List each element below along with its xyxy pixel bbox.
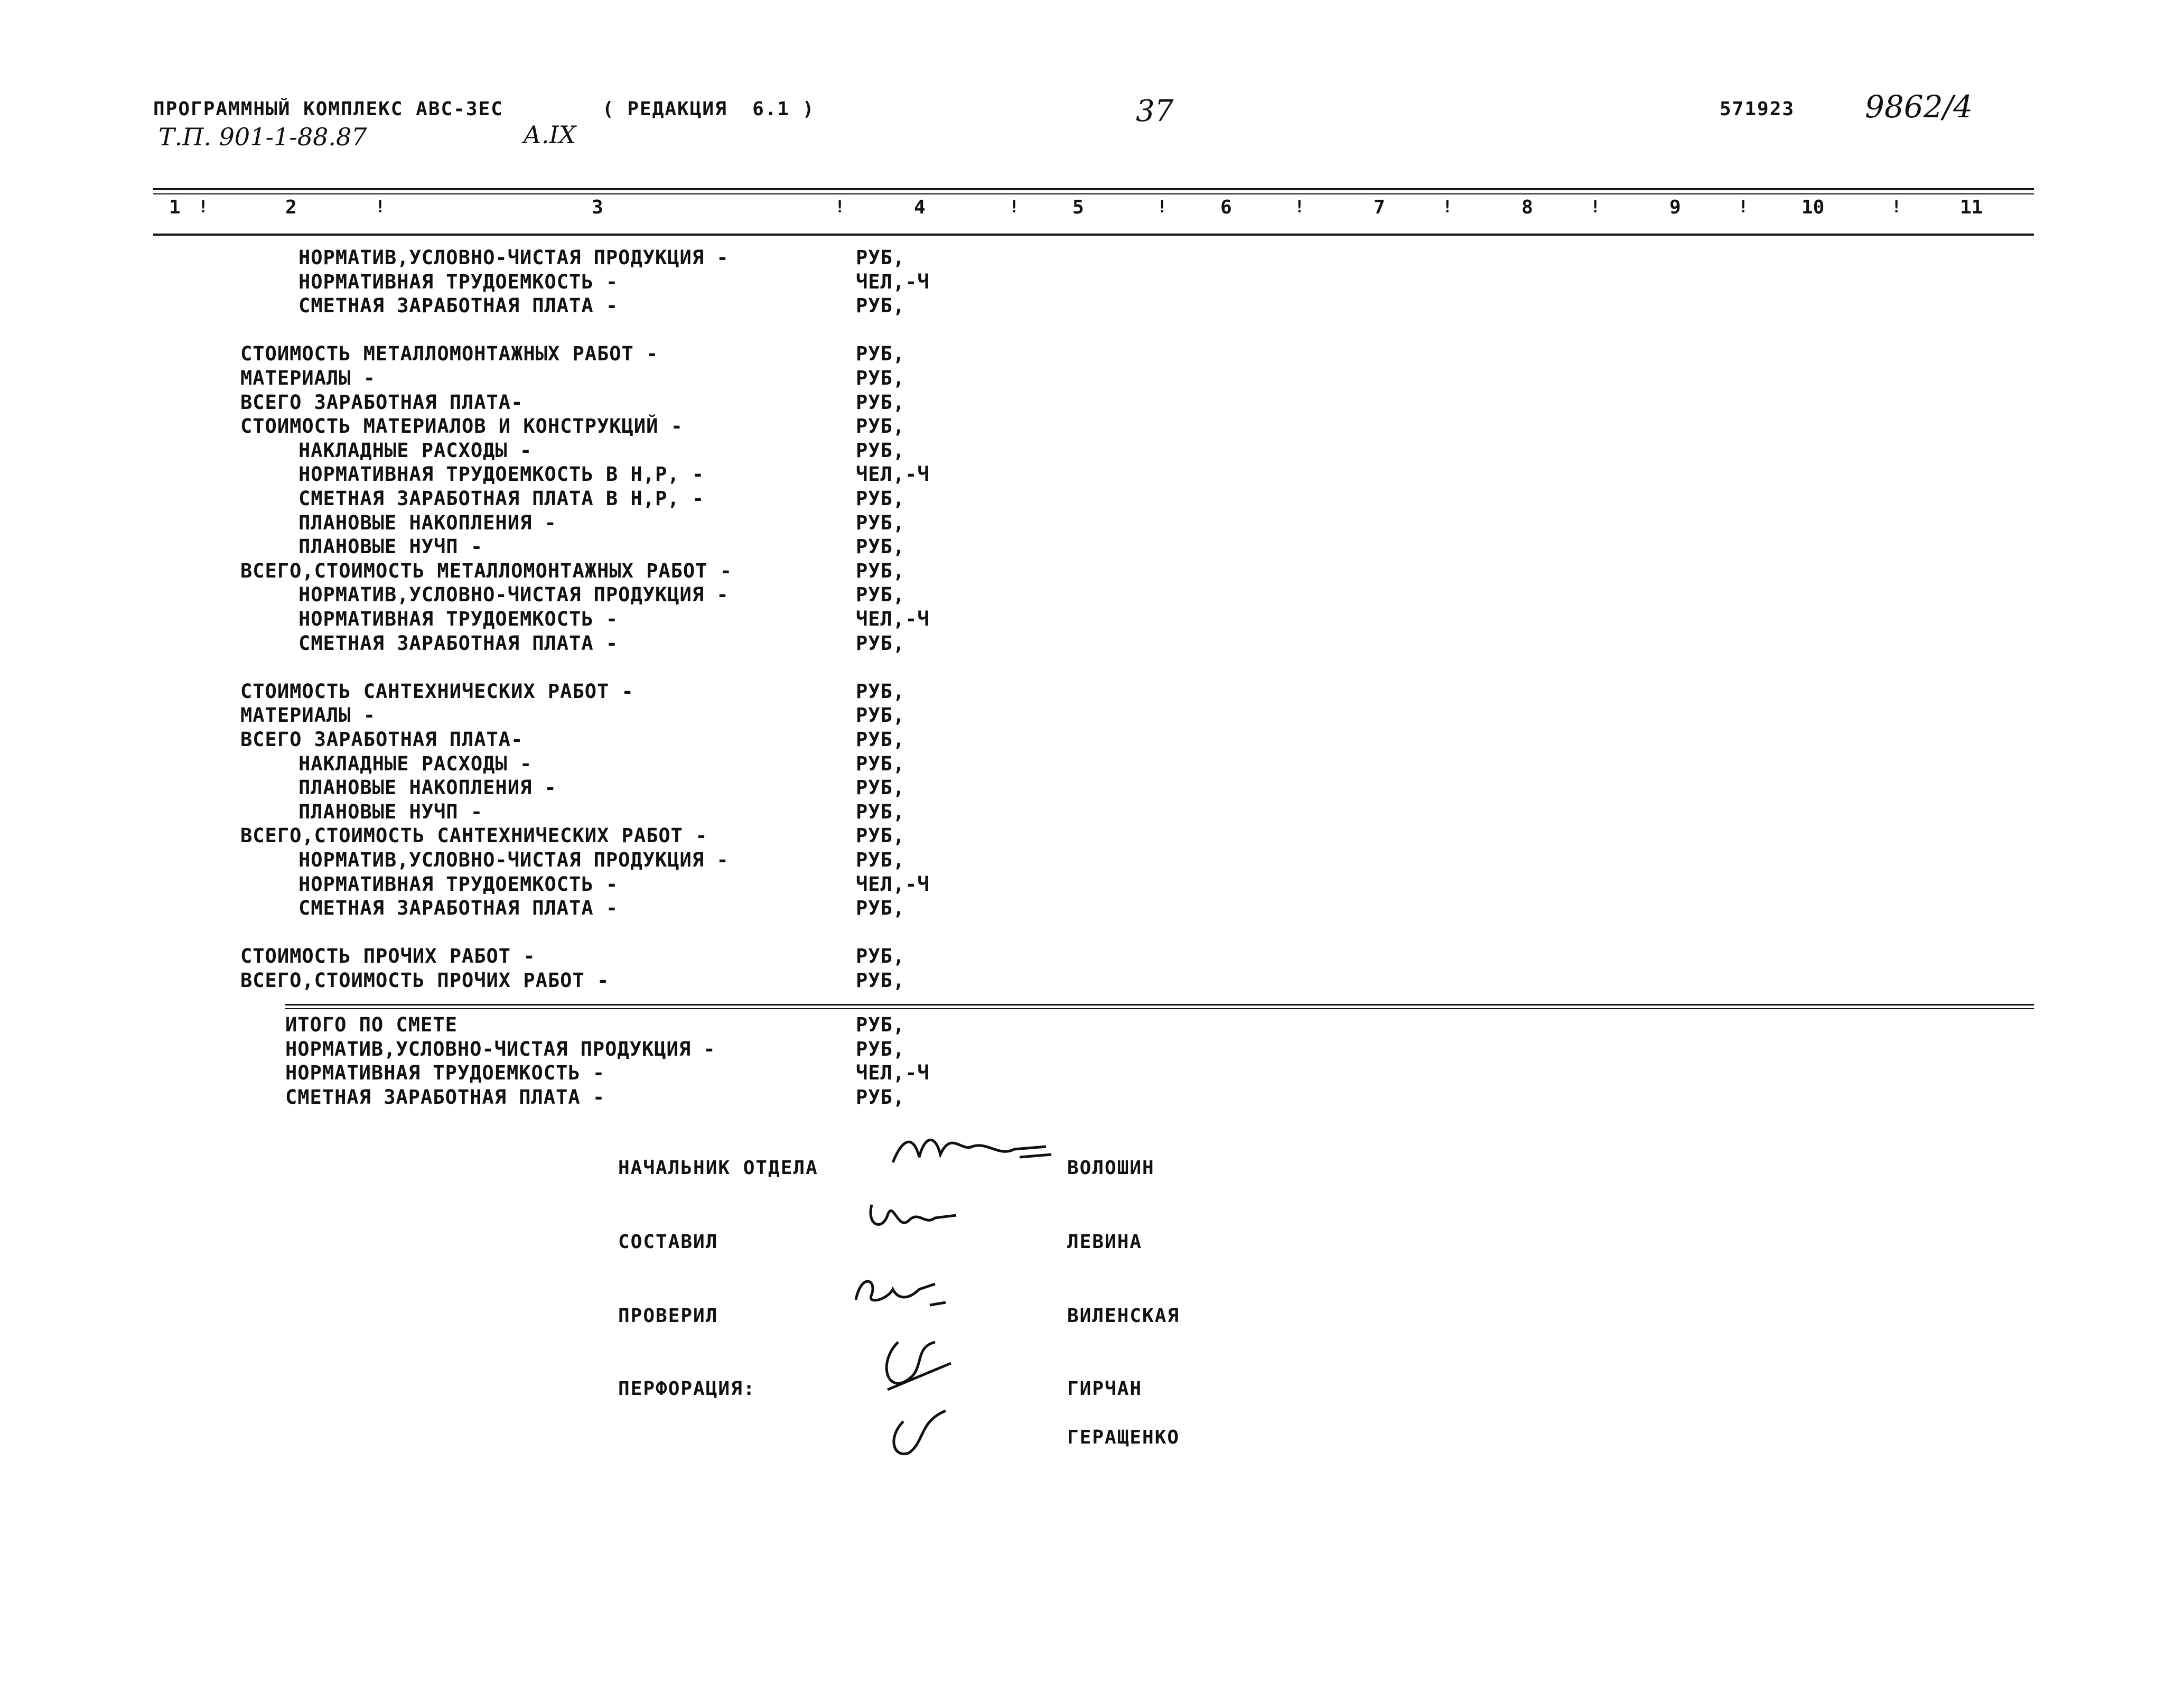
- row-label: СМЕТНАЯ ЗАРАБОТНАЯ ПЛАТА -: [298, 294, 619, 318]
- row-label: ПЛАНОВЫЕ НАКОПЛЕНИЯ -: [298, 511, 557, 534]
- column-number-8: 8: [1522, 197, 1533, 218]
- signatory-name: ЛЕВИНА: [1067, 1231, 1143, 1253]
- unit-cell: РУБ,: [856, 559, 906, 582]
- column-number-11: 11: [1960, 197, 1983, 218]
- row-label: СМЕТНАЯ ЗАРАБОТНАЯ ПЛАТА -: [285, 1085, 605, 1109]
- row-label: СТОИМОСТЬ ПРОЧИХ РАБОТ -: [240, 945, 536, 968]
- row-label: СМЕТНАЯ ЗАРАБОТНАЯ ПЛАТА В Н,Р, -: [298, 487, 705, 510]
- row-label: ВСЕГО ЗАРАБОТНАЯ ПЛАТА-: [240, 390, 524, 414]
- row-label: МАТЕРИАЛЫ -: [240, 704, 376, 727]
- unit-cell: ЧЕЛ,-Ч: [856, 463, 930, 486]
- row-label: СМЕТНАЯ ЗАРАБОТНАЯ ПЛАТА -: [298, 897, 619, 920]
- signatory-name: ГЕРАЩЕНКО: [1067, 1427, 1180, 1448]
- unit-cell: ЧЕЛ,-Ч: [856, 872, 930, 896]
- signature-role: НАЧАЛЬНИК ОТДЕЛА: [618, 1157, 818, 1179]
- signature-role: ПРОВЕРИЛ: [618, 1305, 718, 1327]
- totals-rule-thin: [285, 1008, 2034, 1009]
- column-separator: !: [1294, 197, 1305, 217]
- program-title: ПРОГРАММНЫЙ КОМПЛЕКС АВС-3ЕС: [153, 98, 503, 120]
- signature-scribble-head: [888, 1125, 1057, 1173]
- column-separator: !: [198, 197, 209, 217]
- column-number-2: 2: [285, 197, 297, 218]
- row-label: ПЛАНОВЫЕ НУЧП -: [298, 800, 483, 823]
- unit-cell: РУБ,: [856, 1013, 906, 1036]
- unit-cell: ЧЕЛ,-Ч: [856, 1062, 930, 1085]
- unit-cell: РУБ,: [856, 1037, 906, 1060]
- edition-label: ( РЕДАКЦИЯ 6.1 ): [602, 98, 815, 120]
- unit-cell: РУБ,: [856, 294, 906, 318]
- signature-role: ПЕРФОРАЦИЯ:: [618, 1378, 756, 1400]
- column-separator: !: [835, 197, 845, 217]
- row-label: НОРМАТИВНАЯ ТРУДОЕМКОСТЬ -: [298, 608, 619, 630]
- unit-cell: РУБ,: [856, 679, 906, 703]
- row-label: НОРМАТИВ,УСЛОВНО-ЧИСТАЯ ПРОДУКЦИЯ -: [298, 849, 729, 871]
- column-separator: !: [1590, 197, 1601, 217]
- unit-cell: РУБ,: [856, 897, 906, 920]
- row-label: ВСЕГО,СТОИМОСТЬ САНТЕХНИЧЕСКИХ РАБОТ -: [240, 824, 708, 848]
- handwritten-album: А.IX: [523, 120, 576, 149]
- unit-cell: РУБ,: [856, 583, 906, 607]
- row-label: СМЕТНАЯ ЗАРАБОТНАЯ ПЛАТА -: [298, 631, 619, 655]
- unit-cell: РУБ,: [856, 487, 906, 510]
- document-code: 571923: [1720, 98, 1795, 120]
- row-label: НАКЛАДНЫЕ РАСХОДЫ -: [298, 439, 533, 462]
- row-label: ВСЕГО,СТОИМОСТЬ МЕТАЛЛОМОНТАЖНЫХ РАБОТ -: [240, 559, 733, 582]
- row-label: ВСЕГО ЗАРАБОТНАЯ ПЛАТА-: [240, 728, 524, 751]
- unit-cell: РУБ,: [856, 415, 906, 438]
- column-number-10: 10: [1802, 197, 1825, 218]
- unit-cell: ЧЕЛ,-Ч: [856, 608, 930, 630]
- unit-cell: РУБ,: [856, 752, 906, 775]
- row-label: СТОИМОСТЬ МЕТАЛЛОМОНТАЖНЫХ РАБОТ -: [240, 342, 659, 366]
- unit-cell: РУБ,: [856, 945, 906, 968]
- row-label: НОРМАТИВНАЯ ТРУДОЕМКОСТЬ -: [298, 270, 619, 293]
- unit-cell: РУБ,: [856, 535, 906, 558]
- signatory-name: ВОЛОШИН: [1067, 1157, 1155, 1179]
- unit-cell: РУБ,: [856, 800, 906, 823]
- column-number-row: [153, 197, 2034, 228]
- column-separator: !: [1738, 197, 1749, 217]
- totals-rule: [285, 1004, 2034, 1006]
- row-label: ВСЕГО,СТОИМОСТЬ ПРОЧИХ РАБОТ -: [240, 969, 610, 992]
- unit-cell: РУБ,: [856, 439, 906, 462]
- header-bottom-rule: [153, 234, 2034, 236]
- column-number-4: 4: [914, 197, 926, 218]
- row-label: ПЛАНОВЫЕ НУЧП -: [298, 535, 483, 558]
- row-label: НОРМАТИВНАЯ ТРУДОЕМКОСТЬ -: [298, 872, 619, 896]
- signature-role: СОСТАВИЛ: [618, 1231, 718, 1253]
- signatory-name: ГИРЧАН: [1067, 1378, 1143, 1400]
- handwritten-project-number: Т.П. 901-1-88.87: [158, 123, 367, 151]
- column-separator: !: [1891, 197, 1902, 217]
- row-label: МАТЕРИАЛЫ -: [240, 367, 376, 389]
- row-label: НОРМАТИВ,УСЛОВНО-ЧИСТАЯ ПРОДУКЦИЯ -: [285, 1037, 716, 1060]
- row-label: ПЛАНОВЫЕ НАКОПЛЕНИЯ -: [298, 776, 557, 799]
- unit-cell: РУБ,: [856, 342, 906, 366]
- unit-cell: РУБ,: [856, 390, 906, 414]
- column-number-1: 1: [169, 197, 181, 218]
- page-number: 37: [1136, 94, 1174, 128]
- column-separator: !: [1442, 197, 1453, 217]
- unit-cell: РУБ,: [856, 704, 906, 727]
- row-label: СТОИМОСТЬ МАТЕРИАЛОВ И КОНСТРУКЦИЙ -: [240, 415, 683, 438]
- column-number-7: 7: [1374, 197, 1385, 218]
- column-separator: !: [1009, 197, 1020, 217]
- column-number-6: 6: [1220, 197, 1232, 218]
- column-number-3: 3: [592, 197, 603, 218]
- row-label: НОРМАТИВНАЯ ТРУДОЕМКОСТЬ В Н,Р, -: [298, 463, 705, 486]
- signature-scribble-checked: [851, 1268, 956, 1316]
- unit-cell: РУБ,: [856, 1085, 906, 1109]
- table-top-rule: [153, 188, 2034, 190]
- signatory-name: ВИЛЕНСКАЯ: [1067, 1305, 1180, 1327]
- table-top-rule-thin: [153, 193, 2034, 194]
- unit-cell: ЧЕЛ,-Ч: [856, 270, 930, 293]
- handwritten-reference: 9862/4: [1865, 89, 1973, 125]
- unit-cell: РУБ,: [856, 824, 906, 848]
- column-number-5: 5: [1072, 197, 1084, 218]
- signature-scribble-compiled: [861, 1194, 967, 1242]
- row-label: НАКЛАДНЫЕ РАСХОДЫ -: [298, 752, 533, 775]
- column-number-9: 9: [1669, 197, 1681, 218]
- unit-cell: РУБ,: [856, 849, 906, 871]
- row-label: ИТОГО ПО СМЕТЕ: [285, 1013, 458, 1036]
- unit-cell: РУБ,: [856, 511, 906, 534]
- unit-cell: РУБ,: [856, 246, 906, 269]
- row-label: НОРМАТИВ,УСЛОВНО-ЧИСТАЯ ПРОДУКЦИЯ -: [298, 246, 729, 269]
- unit-cell: РУБ,: [856, 776, 906, 799]
- unit-cell: РУБ,: [856, 631, 906, 655]
- unit-cell: РУБ,: [856, 367, 906, 389]
- signature-scribble-perforation: [866, 1332, 972, 1469]
- row-label: СТОИМОСТЬ САНТЕХНИЧЕСКИХ РАБОТ -: [240, 679, 634, 703]
- row-label: НОРМАТИВ,УСЛОВНО-ЧИСТАЯ ПРОДУКЦИЯ -: [298, 583, 729, 607]
- row-label: НОРМАТИВНАЯ ТРУДОЕМКОСТЬ -: [285, 1062, 605, 1085]
- unit-cell: РУБ,: [856, 728, 906, 751]
- column-separator: !: [1157, 197, 1168, 217]
- column-separator: !: [375, 197, 386, 217]
- unit-cell: РУБ,: [856, 969, 906, 992]
